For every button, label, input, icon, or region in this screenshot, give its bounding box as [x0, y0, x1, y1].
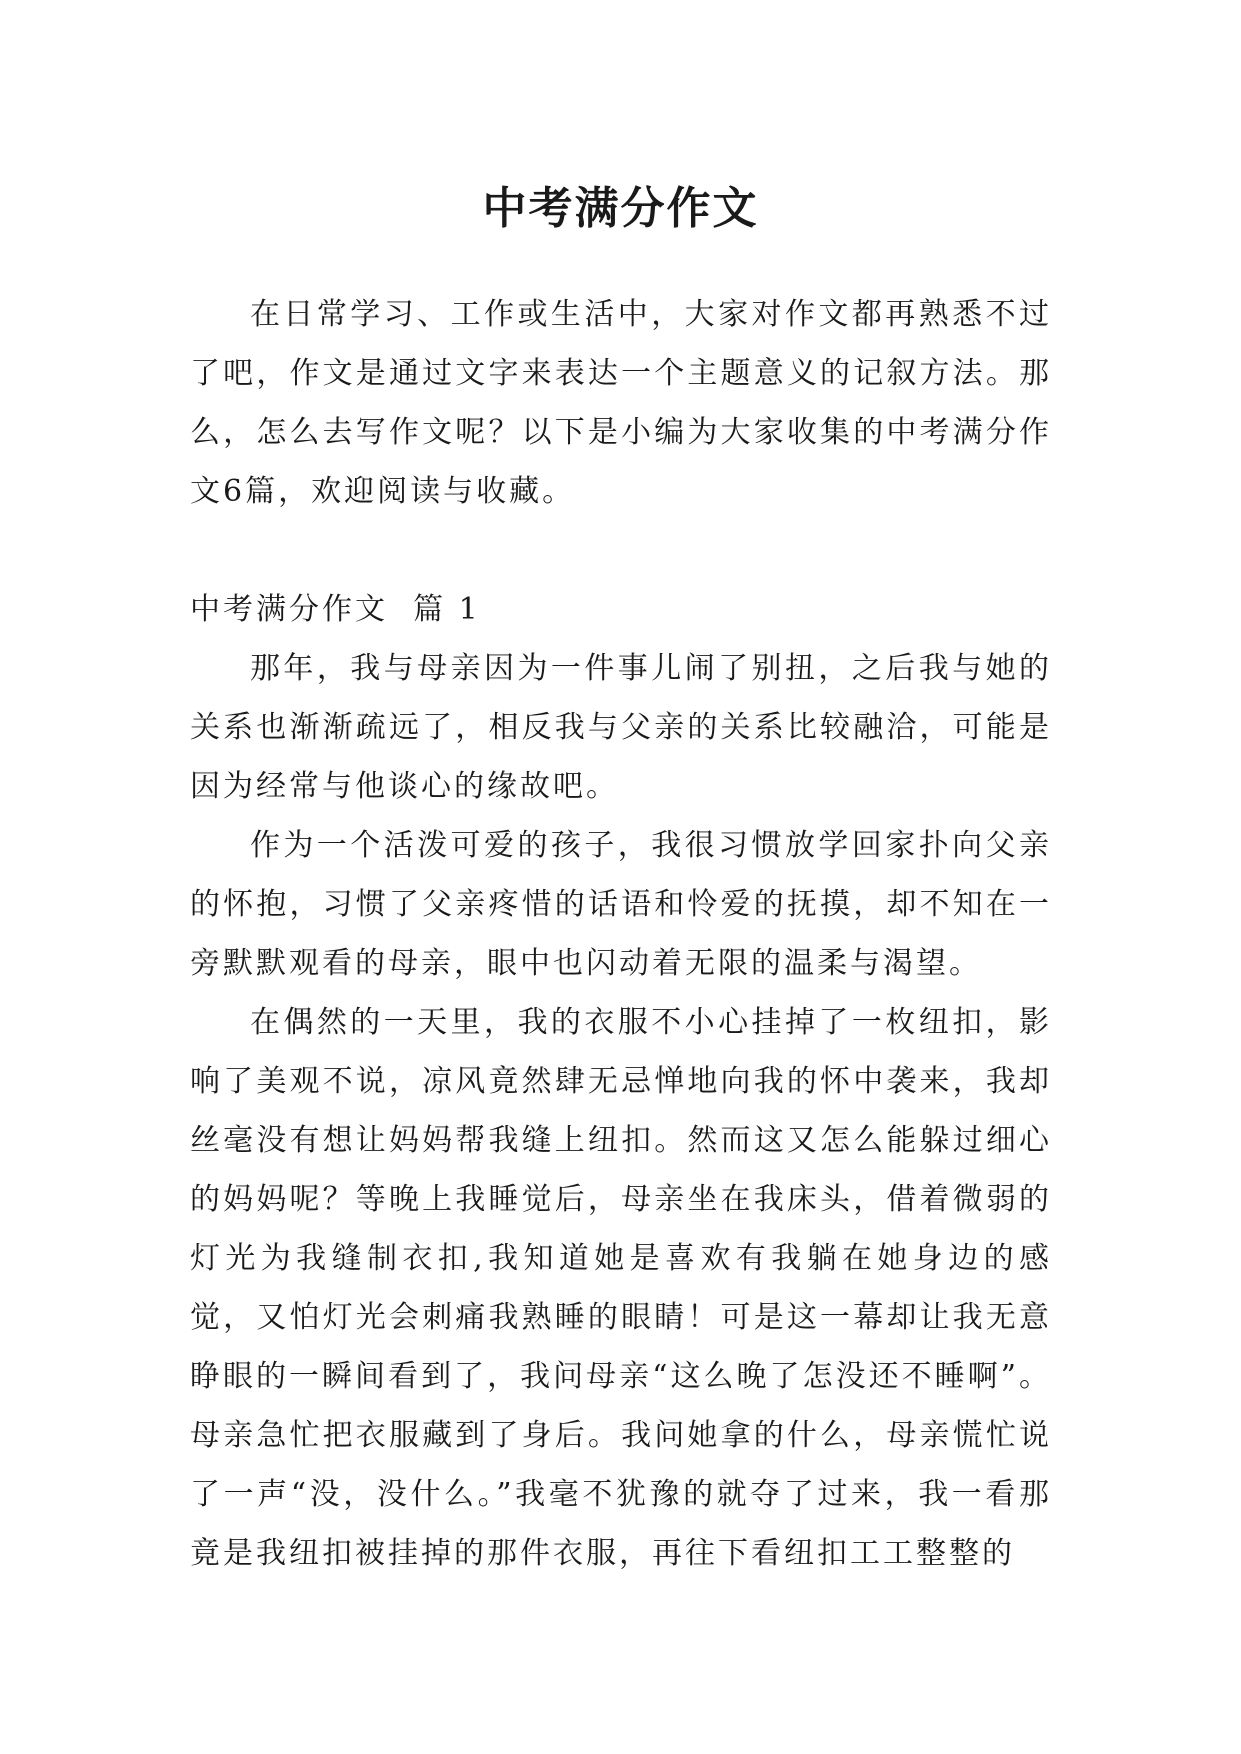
intro-paragraph: 在日常学习、工作或生活中，大家对作文都再熟悉不过了吧，作文是通过文字来表达一个主题意义的记叙方法。那么，怎么去写作文呢？以下是小编为大家收集的中考满分作文6篇，欢迎阅读与收藏。	[190, 297, 1052, 509]
body-paragraph: 作为一个活泼可爱的孩子，我很习惯放学回家扑向父亲的怀抱，习惯了父亲疼惜的话语和怜爱的抚摸，却不知在一旁默默观看的母亲，眼中也闪动着无限的温柔与渴望。	[190, 828, 1052, 981]
body-paragraph: 在偶然的一天里，我的衣服不小心挂掉了一枚纽扣，影响了美观不说，凉风竟然肆无忌惮地向我的怀中袭来，我却丝毫没有想让妈妈帮我缝上纽扣。然而这又怎么能躲过细心的妈妈呢？等晚上我睡觉后，母亲坐在我床头，借着微弱的灯光为我缝制衣扣,我知道她是喜欢有我躺在她身边的感觉，又怕灯光会刺痛我熟睡的眼睛！可是这一幕却让我无意睁眼的一瞬间看到了，我问母亲“这么晚了怎没还不睡啊”。母亲急忙把衣服藏到了身后。我问她拿的什么，母亲慌忙说了一声“没，没什么。”我毫不犹豫的就夺了过来，我一看那竟是我纽扣被挂掉的那件衣服，再往下看纽扣工工整整的	[190, 1005, 1052, 1571]
body-paragraph: 那年，我与母亲因为一件事儿闹了别扭，之后我与她的关系也渐渐疏远了，相反我与父亲的关系比较融洽，可能是因为经常与他谈心的缘故吧。	[190, 651, 1052, 804]
document-title: 中考满分作文	[482, 183, 759, 235]
section-heading-text: 中考满分作文 篇 1	[190, 592, 481, 627]
document-body	[190, 285, 1052, 1583]
section-heading	[190, 580, 1052, 639]
